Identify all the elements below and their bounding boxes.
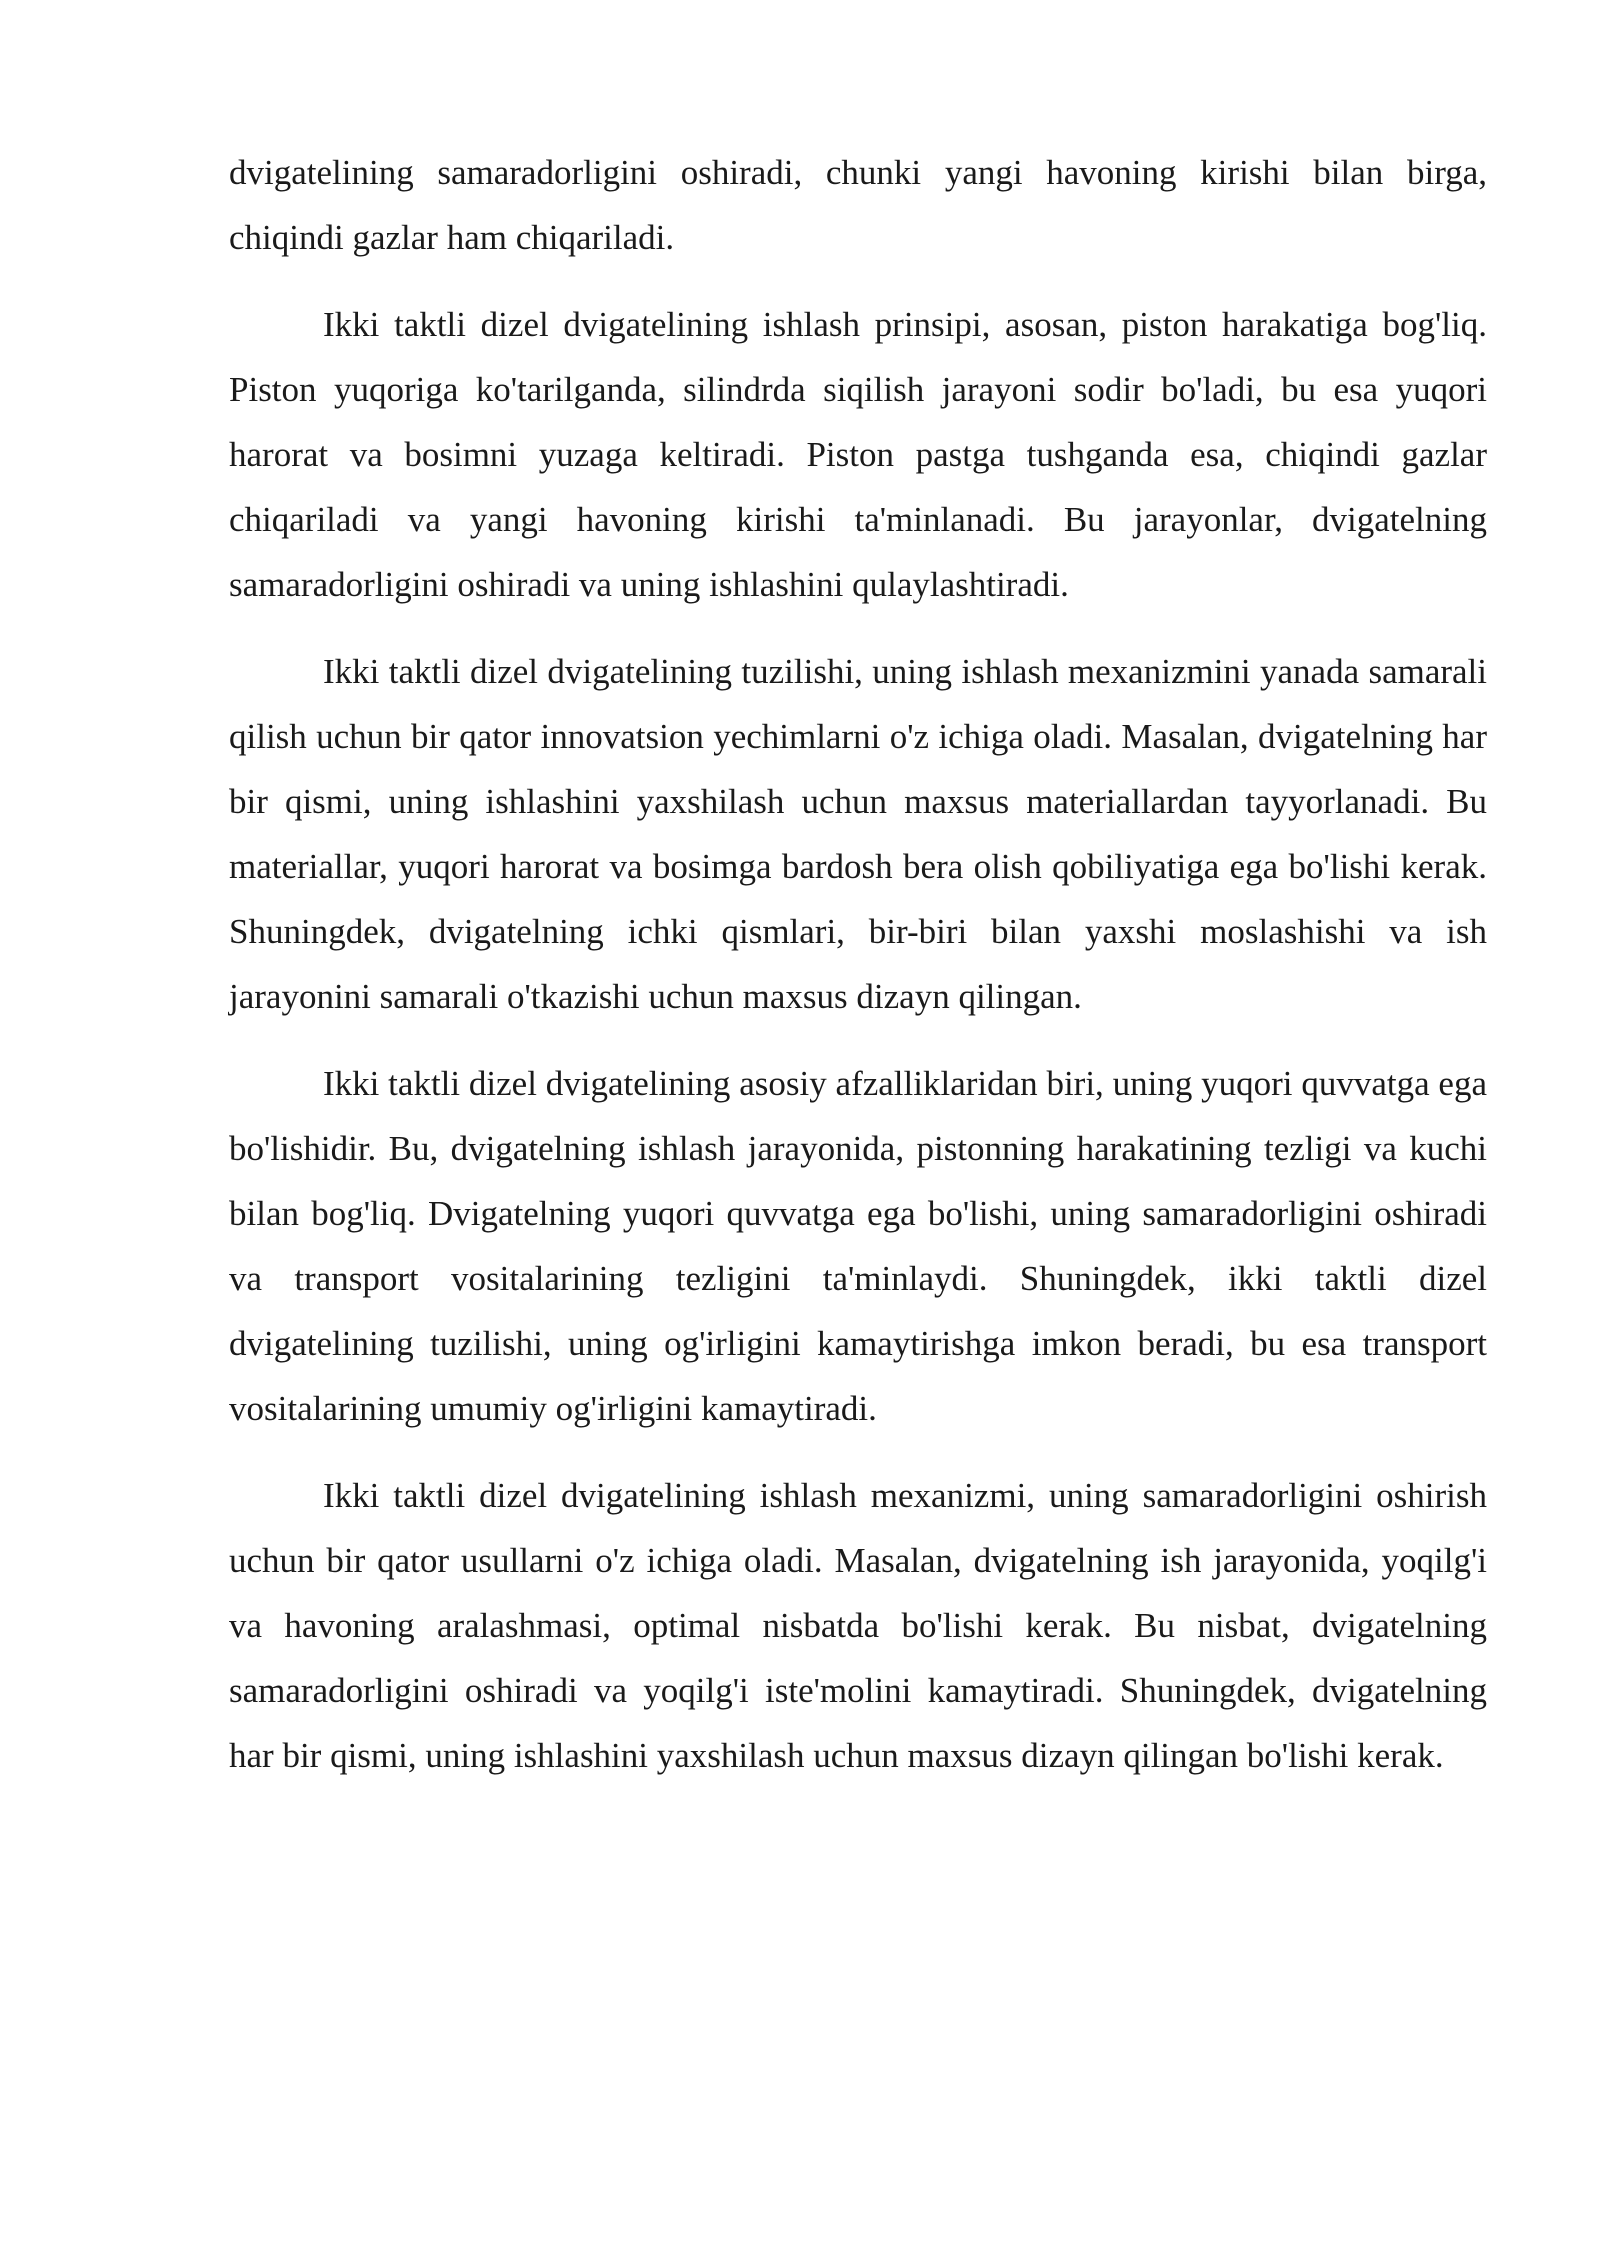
paragraph-continuation: dvigatelining samaradorligini oshiradi, chunki yangi havoning kirishi bilan birga, chiqindi gazlar ham chiqariladi. xyxy=(229,153,1487,257)
paragraph-working-principle: Ikki taktli dizel dvigatelining ishlash prinsipi, asosan, piston harakatiga bog'liq. Piston yuqoriga ko'tarilganda, silindrda siqilish jarayoni sodir bo'ladi, bu esa yuqori harorat va bosimni yuzaga keltiradi. Piston pastga tushganda esa, chiqindi gazlar chiqariladi va yangi havoning kirishi ta'minlanadi. Bu jarayonlar, dvigatelning samaradorligini oshiradi va uning ishlashini qulaylashtiradi. xyxy=(229,305,1487,604)
paragraph-advantages: Ikki taktli dizel dvigatelining asosiy afzalliklaridan biri, uning yuqori quvvatga ega bo'lishidir. Bu, dvigatelning ishlash jarayonida, pistonning harakatining tezligi va kuchi bilan bog'liq. Dvigatelning yuqori quvvatga ega bo'lishi, uning samaradorligini oshiradi va transport vositalarining tezligini ta'minlaydi. Shuningdek, ikki taktli dizel dvigatelining tuzilishi, uning og'irligini kamaytirishga imkon beradi, bu esa transport vositalarining umumiy og'irligini kamaytiradi. xyxy=(229,1064,1487,1428)
paragraph-mechanism: Ikki taktli dizel dvigatelining ishlash mexanizmi, uning samaradorligini oshirish uchun bir qator usullarni o'z ichiga oladi. Masalan, dvigatelning ish jarayonida, yoqilg'i va havoning aralashmasi, optimal nisbatda bo'lishi kerak. Bu nisbat, dvigatelning samaradorligini oshiradi va yoqilg'i iste'molini kamaytiradi. Shuningdek, dvigatelning har bir qismi, uning ishlashini yaxshilash uchun maxsus dizayn qilingan bo'lishi kerak. xyxy=(229,1476,1487,1775)
document-body xyxy=(229,140,1487,1810)
paragraph-structure: Ikki taktli dizel dvigatelining tuzilishi, uning ishlash mexanizmini yanada samarali qilish uchun bir qator innovatsion yechimlarni o'z ichiga oladi. Masalan, dvigatelning har bir qismi, uning ishlashini yaxshilash uchun maxsus materiallardan tayyorlanadi. Bu materiallar, yuqori harorat va bosimga bardosh bera olish qobiliyatiga ega bo'lishi kerak. Shuningdek, dvigatelning ichki qismlari, bir-biri bilan yaxshi moslashishi va ish jarayonini samarali o'tkazishi uchun maxsus dizayn qilingan. xyxy=(229,652,1487,1016)
